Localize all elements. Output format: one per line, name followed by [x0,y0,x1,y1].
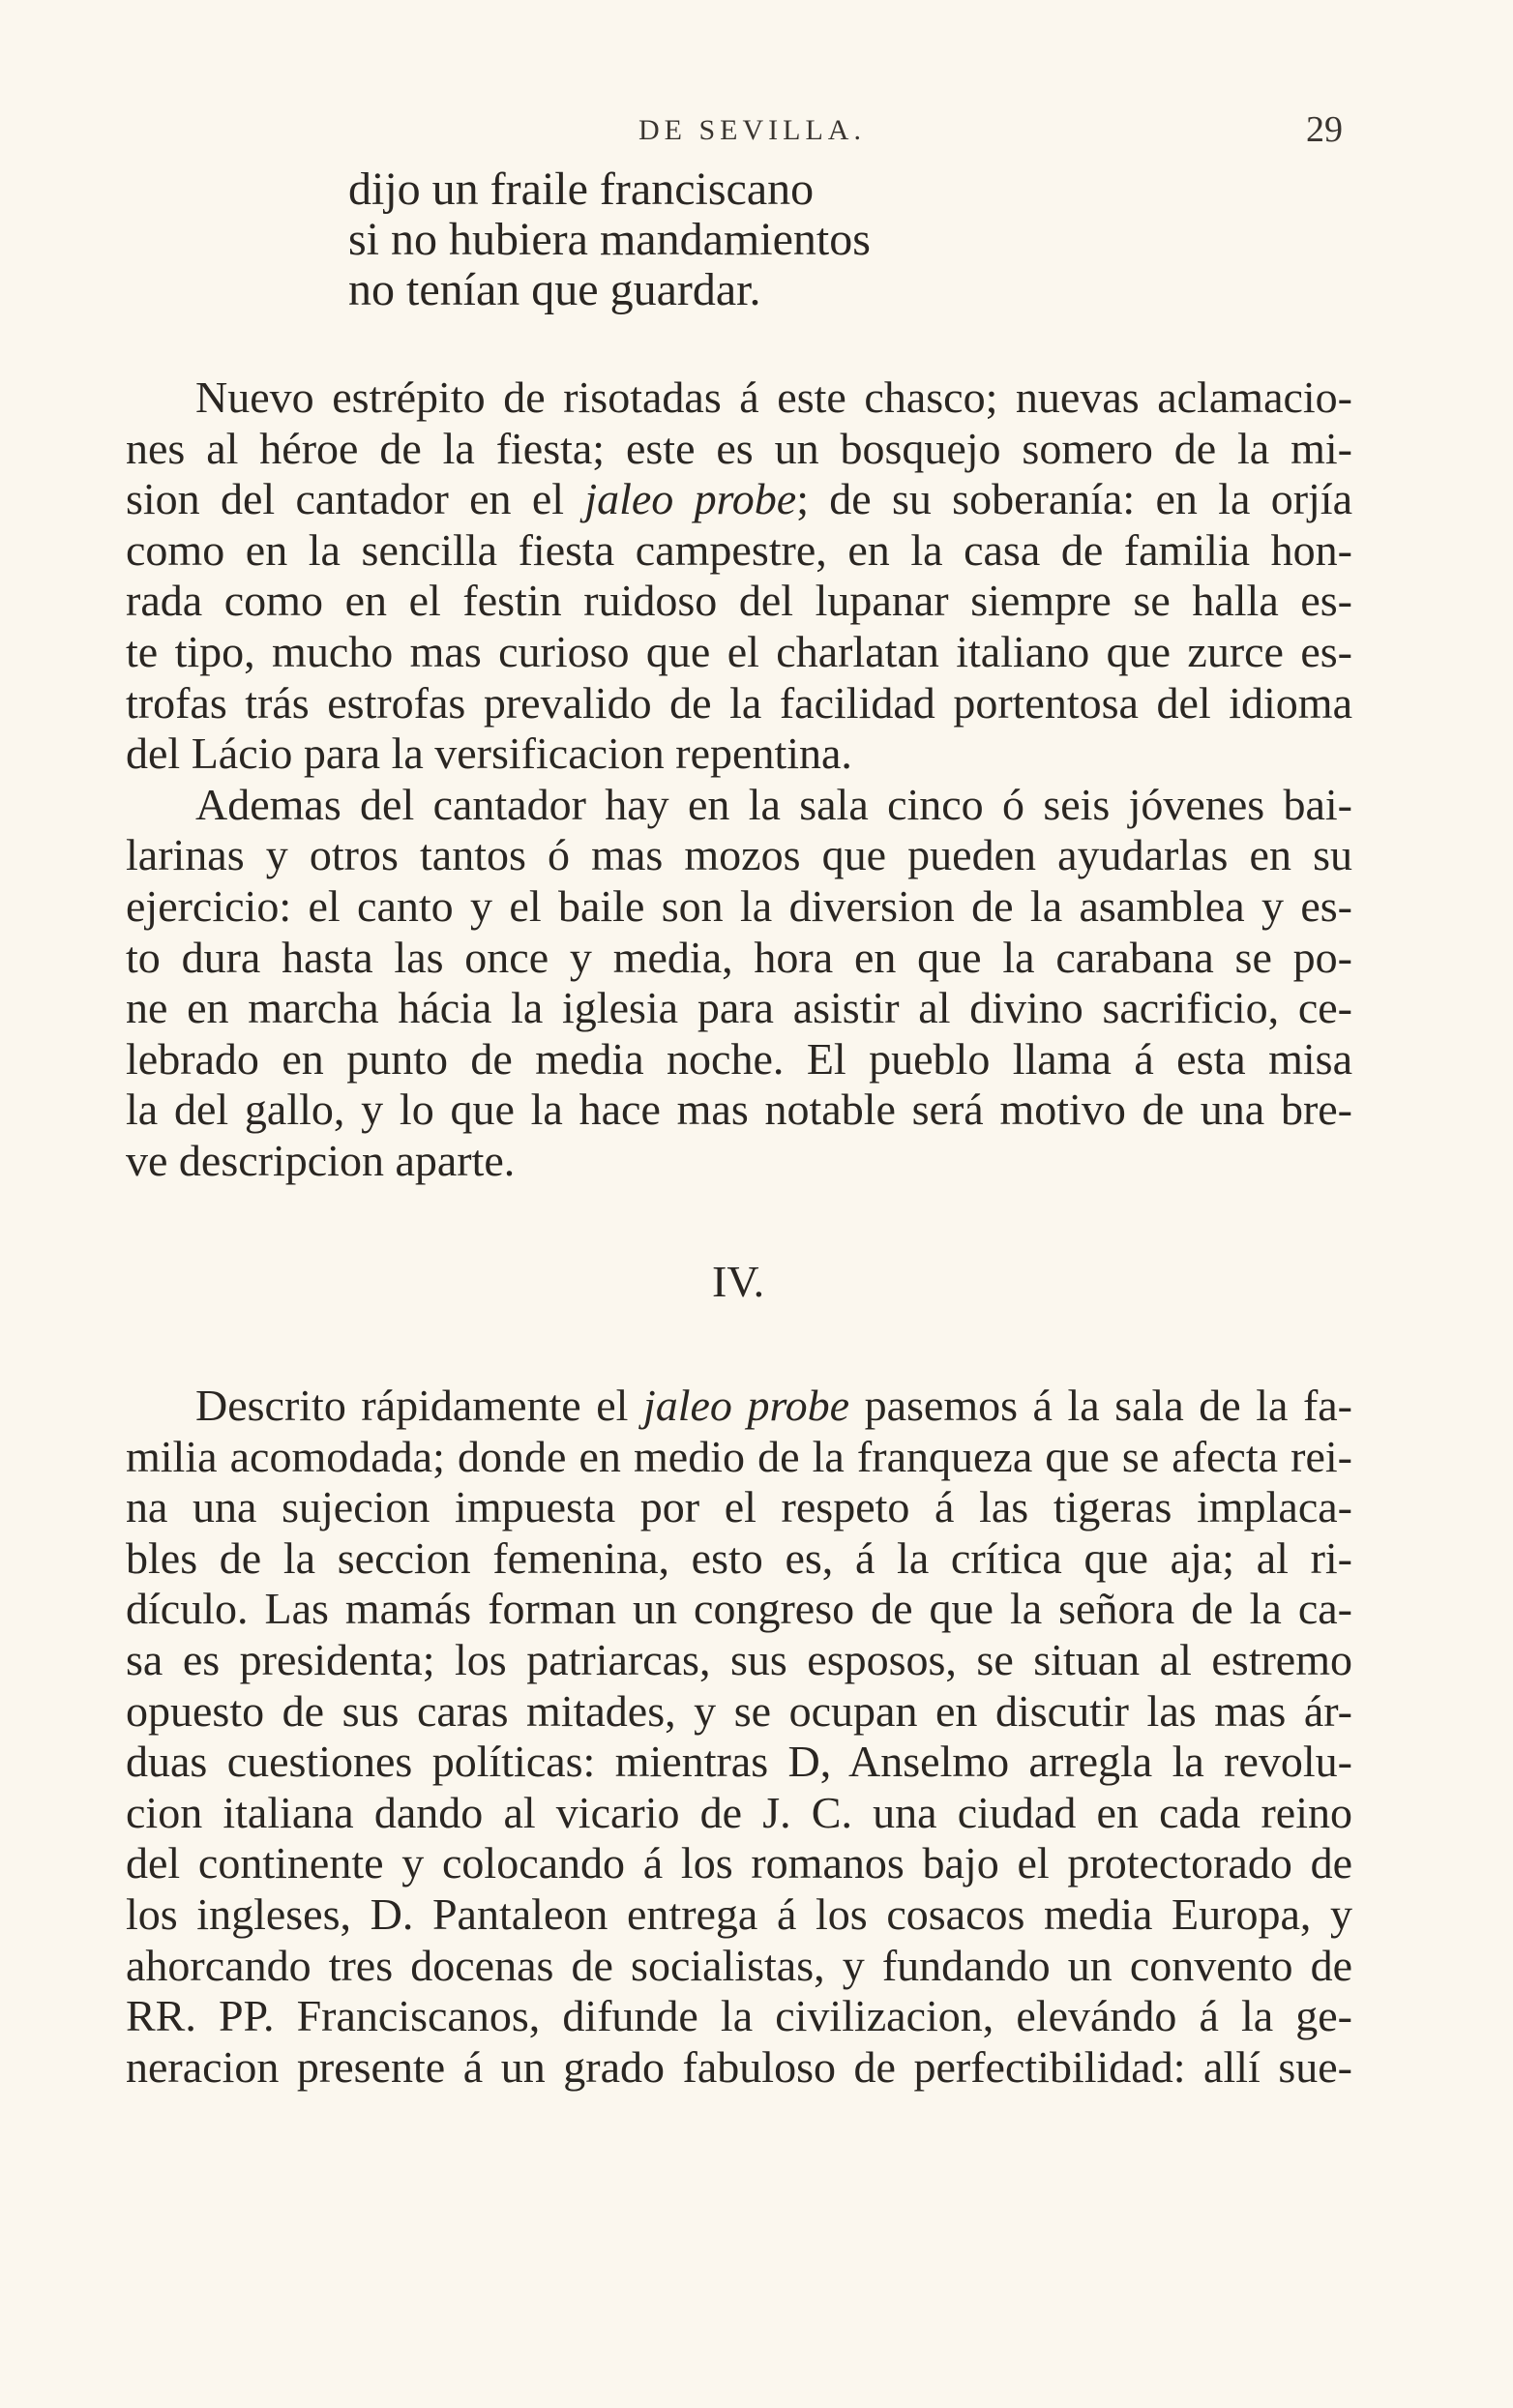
paragraph-1-line: Nuevo estrépito de risotadas á este chasco; nuevas aclamacio- [195,372,1352,422]
verse-quote [348,164,871,315]
running-title: DE SEVILLA. [638,114,866,146]
paragraph-1-line: del Lácio para la versificacion repentina. [126,728,852,779]
verse-line: no tenían que guardar. [348,264,761,315]
text-block-after-heading [126,1381,1352,2093]
section-heading: IV. [712,1257,765,1306]
paragraph-3-line: milia acomodada; donde en medio de la franqueza que se afecta rei- [126,1431,1352,1481]
paragraph-1-line: rada como en el festin ruidoso del lupanar siempre se halla es- [126,576,1352,626]
paragraph-3-line: sa es presidenta; los patriarcas, sus esposos, se situan al estremo [126,1634,1352,1684]
paragraph-3-line: opuesto de sus caras mitades, y se ocupan en discutir las mas ár- [126,1685,1352,1736]
paragraph-2-line: larinas y otros tantos ó mas mozos que pueden ayudarlas en su [126,830,1352,880]
paragraph-3-line: duas cuestiones políticas: mientras D, Anselmo arregla la revolu- [126,1737,1352,1787]
paragraph-2-line: la del gallo, y lo que la hace mas notable será motivo de una bre- [126,1085,1352,1135]
paragraph-1-line: nes al héroe de la fiesta; este es un bosquejo somero de la mi- [126,423,1352,473]
paragraph-1-line: te tipo, mucho mas curioso que el charlatan italiano que zurce es- [126,626,1352,676]
verse-line: dijo un fraile franciscano [348,164,815,215]
text-block-before-heading [126,372,1352,1187]
paragraph-3-line: los ingleses, D. Pantaleon entrega á los cosacos media Europa, y [126,1888,1352,1939]
paragraph-3-line: bles de la seccion femenina, esto es, á la crítica que aja; al ri- [126,1532,1352,1583]
paragraph-2-line: Ademas del cantador hay en la sala cinco ó seis jóvenes bai- [195,779,1352,829]
paragraph-3-line: Descrito rápidamente el jaleo probe pasemos á la sala de la fa- [195,1381,1352,1430]
paragraph-3-line: RR. PP. Franciscanos, difunde la civilizacion, elevándo á la ge- [126,1991,1352,2041]
paragraph-3-line: neracion presente á un grado fabuloso de perfectibilidad: allí sue- [126,2041,1352,2092]
paragraph-3-line: na una sujecion impuesta por el respeto á las tigeras implaca- [126,1482,1352,1532]
verse-line: si no hubiera mandamientos [348,214,871,265]
paragraph-2-line: ejercicio: el canto y el baile son la diversion de la asamblea y es- [126,880,1352,931]
paragraph-2-line: ne en marcha hácia la iglesia para asistir al divino sacrificio, ce- [126,983,1352,1033]
paragraph-2-line: lebrado en punto de media noche. El pueblo llama á esta misa [126,1033,1352,1084]
paragraph-1-line: sion del cantador en el jaleo probe; de su soberanía: en la orjía [126,474,1352,524]
paragraph-3-line: dículo. Las mamás forman un congreso de que la señora de la ca- [126,1584,1352,1634]
paragraph-1-line: como en la sencilla fiesta campestre, en la casa de familia hon- [126,524,1352,575]
paragraph-2-line: to dura hasta las once y media, hora en que la carabana se po- [126,932,1352,982]
paragraph-1-line: trofas trás estrofas prevalido de la facilidad portentosa del idioma [126,677,1352,728]
page-number: 29 [1306,109,1343,150]
paragraph-2-line: ve descripcion aparte. [126,1135,516,1185]
paragraph-3-line: cion italiana dando al vicario de J. C. una ciudad en cada reino [126,1787,1352,1837]
paragraph-3-line: ahorcando tres docenas de socialistas, y fundando un convento de [126,1940,1352,1990]
paragraph-3-line: del continente y colocando á los romanos bajo el protectorado de [126,1838,1352,1888]
